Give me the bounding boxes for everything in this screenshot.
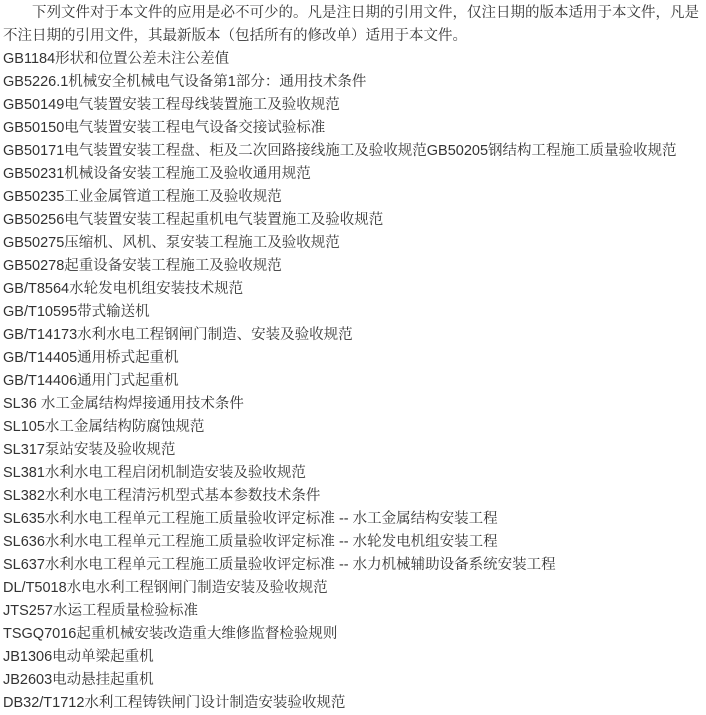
reference-line: GB50256电气装置安装工程起重机电气装置施工及验收规范 [3, 212, 384, 228]
reference-line: GB/T14405通用桥式起重机 [3, 350, 179, 366]
reference-line: SL381水利水电工程启闭机制造安装及验收规范 [3, 465, 306, 481]
reference-line: GB50231机械设备安装工程施工及验收通用规范 [3, 166, 311, 182]
reference-line: JB2603电动悬挂起重机 [3, 672, 154, 688]
reference-line: SL382水利水电工程清污机型式基本参数技术条件 [3, 488, 321, 504]
reference-line: GB5226.1机械安全机械电气设备第1部分：通用技术条件 [3, 74, 367, 90]
intro-paragraph: 下列文件对于本文件的应用是必不可少的。凡是注日期的引用文件，仅注日期的版本适用于本文件，凡是不注日期的引用文件，其最新版本（包括所有的修改单）适用于本文件。 [3, 5, 699, 44]
reference-line: SL635水利水电工程单元工程施工质量验收评定标准 -- 水工金属结构安装工程 [3, 511, 498, 527]
reference-line: GB50171电气装置安装工程盘、柜及二次回路接线施工及验收规范GB50205钢结构工程施工质量验收规范 [3, 143, 677, 159]
reference-line: TSGQ7016起重机械安装改造重大维修监督检验规则 [3, 626, 338, 642]
reference-line: SL637水利水电工程单元工程施工质量验收评定标准 -- 水力机械辅助设备系统安装工程 [3, 557, 556, 573]
reference-line: GB50275压缩机、风机、泵安装工程施工及验收规范 [3, 235, 340, 251]
reference-line: SL105水工金属结构防腐蚀规范 [3, 419, 205, 435]
reference-line: GB50149电气装置安装工程母线装置施工及验收规范 [3, 97, 340, 113]
reference-line: GB/T14173水利水电工程钢闸门制造、安装及验收规范 [3, 327, 353, 343]
reference-line: GB/T10595带式输送机 [3, 304, 150, 320]
reference-line: SL636水利水电工程单元工程施工质量验收评定标准 -- 水轮发电机组安装工程 [3, 534, 498, 550]
reference-line: DB32/T1712水利工程铸铁闸门设计制造安装验收规范 [3, 695, 346, 711]
reference-line: JB1306电动单梁起重机 [3, 649, 154, 665]
reference-line: SL36 水工金属结构焊接通用技术条件 [3, 396, 244, 412]
reference-line: GB50278起重设备安装工程施工及验收规范 [3, 258, 282, 274]
reference-line: SL317泵站安装及验收规范 [3, 442, 176, 458]
reference-line: GB/T8564水轮发电机组安装技术规范 [3, 281, 244, 297]
reference-line: GB1184形状和位置公差未注公差值 [3, 51, 230, 67]
reference-line: JTS257水运工程质量检验标准 [3, 603, 198, 619]
reference-line: GB/T14406通用门式起重机 [3, 373, 179, 389]
reference-line: GB50150电气装置安装工程电气设备交接试验标准 [3, 120, 326, 136]
reference-line: GB50235工业金属管道工程施工及验收规范 [3, 189, 282, 205]
reference-line: DL/T5018水电水利工程钢闸门制造安装及验收规范 [3, 580, 328, 596]
